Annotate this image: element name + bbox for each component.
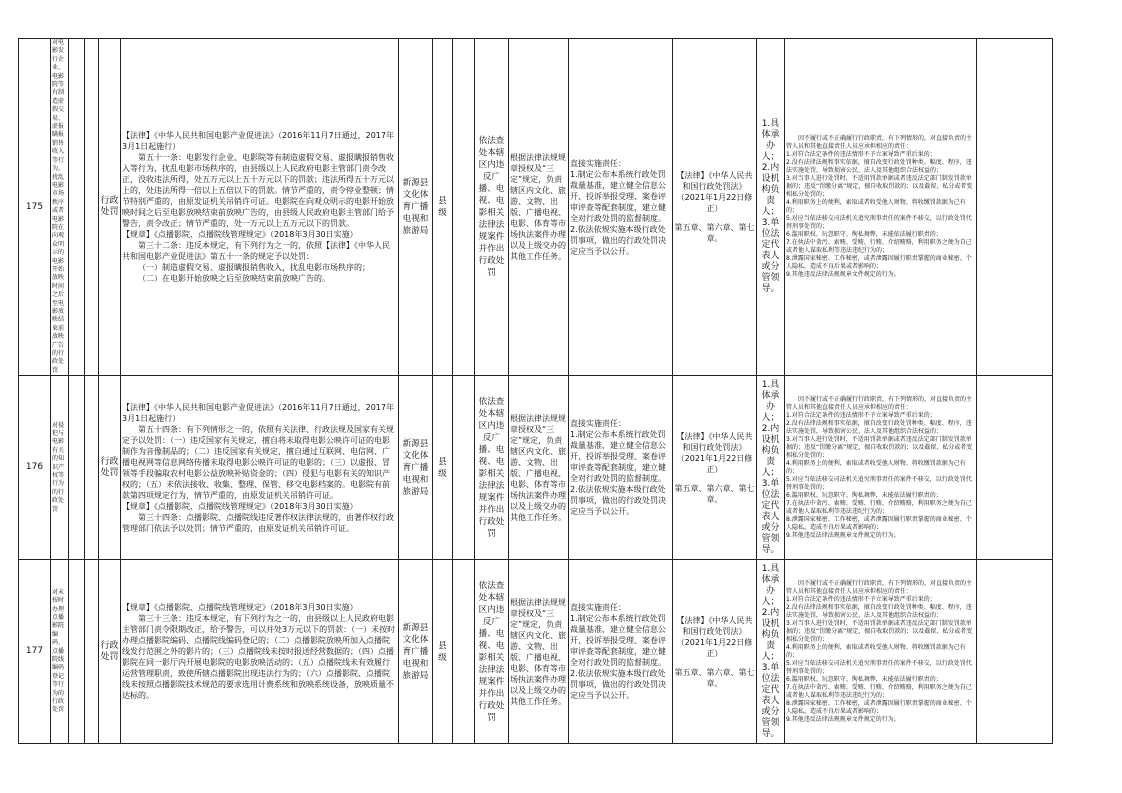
law-chapters: 第五章、第六章、第七章。 (674, 667, 755, 688)
blank-cell (85, 560, 99, 744)
blank-cell (85, 39, 99, 376)
department-cell (399, 39, 433, 376)
level-cell (433, 39, 453, 376)
duties-cell (569, 376, 673, 560)
liability-item: 6.滥用职权、玩忽职守、徇私舞弊，未能依法履行职责的； (786, 675, 942, 683)
blank-cell (977, 39, 1053, 376)
accountable-text: 1.具体承办人；2.内设机构负责人；3.单位法定代表人或分管领导。 (761, 379, 780, 555)
liability-item: 9.其他违反法律法规规章文件规定的行为。 (786, 531, 900, 539)
legal-basis-paragraph: 【规章】《点播影院、点播院线管理规定》（2018年3月30日实施） (122, 603, 358, 613)
liability-item: 2.没有法律法规和事实依据，擅自改变行政处罚种类、幅度、程序，违法实施处罚，导致损害公民、法人及其他组织合法权益的； (786, 603, 972, 619)
blank-cell (453, 560, 475, 744)
item-name-cell (51, 376, 69, 560)
item-name-text: 对侵犯与电影有关的知识产权等行为的行政处罚 (52, 421, 65, 513)
scope-cell (509, 376, 569, 560)
duties-cell (569, 39, 673, 376)
legal-basis-cell (121, 376, 399, 560)
accountable-cell (757, 39, 785, 376)
scope-text: 根据法律法规规章授权及“三定”规定，负责辖区内文化、旅游、文物、出版、广播电视、电影、体育等市场执法案件办理以及上级交办的其他工作任务。 (510, 597, 566, 706)
level-text: 县级 (438, 456, 447, 479)
law-reference: 【法律】《中华人民共和国行政处罚法》（2021年1月22日修正） (676, 431, 753, 474)
table-row (19, 39, 1053, 376)
item-type-text: 行政处罚 (100, 456, 119, 478)
liability-item: 9.其他违反法律法规规章文件规定的行为。 (786, 271, 900, 279)
dept-text: 新源县文化体育广播电视和旅游局 (402, 622, 429, 681)
duty-item: 2.依法依规实施本级行政处罚事项，做出的行政处罚决定应当予以公开。 (570, 669, 666, 701)
liability-item: 4.利用职务上的便利，索取或者收受他人财物、将收缴罚款据为己有的； (786, 199, 966, 215)
liability-item: 1.对符合法定条件的违法情形不予立案导致严重后果的； (786, 151, 936, 159)
legal-basis-paragraph: 第五十一条：电影发行企业、电影院等有制造虚假交易、虚报瞒报销售收入等行为，扰乱电影市场秩序的，由县级以上人民政府电影主管部门责令改正，没收违法所得，处五万元以上五十万元以下的罚款；违法所得五十万元以上的，处违法所得一倍以上五倍以下的罚款。情节严重的，责令停业整顿；情节特别严重的，由原发证机关吊销许可证。电影院在向观众明示的电影开始放映时间之后至电影放映结束前放映广告的，由县级人民政府电影主管部门给予警告，责令改正；情节严重的，处一万元以上五万元以下的罚款。 (122, 153, 394, 229)
subject-cell (475, 376, 509, 560)
item-type-cell (99, 560, 121, 744)
row-number (19, 39, 51, 376)
scope-text: 根据法律法规规章授权及“三定”规定，负责辖区内文化、旅游、文物、出版、广播电视、电影、体育等市场执法案件办理以及上级交办的其他工作任务。 (510, 413, 566, 522)
scope-text: 根据法律法规规章授权及“三定”规定，负责辖区内文化、旅游、文物、出版、广播电视、电影、体育等市场执法案件办理以及上级交办的其他工作任务。 (510, 153, 566, 262)
legal-basis-cell (121, 39, 399, 376)
department-cell (399, 376, 433, 560)
liability-item: 1.对符合法定条件的违法情形不予立案导致严重后果的； (786, 595, 936, 603)
law-chapters: 第五章、第六章、第七章。 (674, 483, 755, 504)
legal-basis-paragraph: （一）制造虚假交易、虚报瞒报销售收入，扰乱电影市场秩序的； (138, 263, 370, 273)
liability-item: 5.对应当依法移交司法机关追究刑事责任的案件不移交，以行政处罚代替刑事处罚的； (786, 475, 972, 491)
accountable-text: 1.具体承办人；2.内设机构负责人；3.单位法定代表人或分管领导。 (761, 563, 780, 739)
duty-item: 2.依法依规实施本级行政处罚事项，做出的行政处罚决定应当予以公开。 (570, 485, 666, 517)
liability-head: 因不履行或不正确履行行政职责，有下列情形的，对直接负责的主管人员和其他直接责任人员应承担相应的责任： (786, 395, 973, 411)
liability-item: 8.泄露国家秘密、工作秘密，或者泄露因履行职责掌握的商业秘密、个人隐私，造成不良后果或者影响的； (786, 255, 972, 271)
duties-title: 直接实施责任： (570, 158, 626, 168)
liability-head: 因不履行或不正确履行行政职责，有下列情形的，对直接负责的主管人员和其他直接责任人员应承担相应的责任： (786, 579, 973, 595)
dept-text: 新源县文化体育广播电视和旅游局 (402, 178, 429, 237)
item-name-text: 对电影发行企业、电影院等有制造虚假交易、虚报瞒报销售收入等行为，扰乱电影市场秩序或者电影院在向观众明示的电影开始放映时间之后至电影放映结束前放映广告的行政处罚 (52, 39, 65, 374)
row-number (19, 560, 51, 744)
blank-cell (453, 376, 475, 560)
blank-cell (69, 376, 85, 560)
blank-cell (453, 39, 475, 376)
row-number (19, 376, 51, 560)
subject-cell (475, 39, 509, 376)
item-name-cell (51, 39, 69, 376)
liability-item: 4.利用职务上的便利，索取或者收受他人财物、将收缴罚款据为己有的； (786, 643, 966, 659)
item-type-text: 行政处罚 (100, 196, 119, 218)
legal-basis-paragraph: （二）在电影开始放映之后至放映结束前放映广告的。 (138, 274, 330, 284)
liability-item: 3.对当事人进行处罚时，不适用罚款单据或者违反法定部门制发罚款单据的；违反“罚缴分离”规定，擅自收取罚款的；以及截留、私分或者变相私分处罚的； (786, 619, 973, 643)
duty-item: 1.制定公布本系统行政处罚裁量基准，建立健全信息公开、投诉举报受理、案卷评审评查等配套制度，建立健全对行政处罚的监督制度。 (570, 430, 666, 484)
law-reference: 【法律】《中华人民共和国行政处罚法》（2021年1月22日修正） (676, 171, 753, 214)
liability-cell (785, 376, 977, 560)
liability-item: 7.在执法中贪污、索贿、受贿、行贿、介绍贿赂，利用职务之便为自己或者他人谋取私利等违法违纪行为的； (786, 499, 972, 515)
duty-item: 1.制定公布本系统行政处罚裁量基准，建立健全信息公开、投诉举报受理、案卷评审评查等配套制度，建立健全对行政处罚的监督制度。 (570, 169, 666, 223)
blank-cell (977, 560, 1053, 744)
liability-item: 3.对当事人进行处罚时，不适用罚款单据或者违反法定部门制发罚款单据的；违反“罚缴分离”规定，擅自收取罚款的；以及截留、私分或者变相私分处罚的； (786, 435, 973, 459)
duties-title: 直接实施责任： (570, 419, 626, 429)
law-reference-cell (673, 376, 757, 560)
level-text: 县级 (438, 640, 447, 663)
table-row (19, 376, 1053, 560)
liability-item: 1.对符合法定条件的违法情形不予立案导致严重后果的； (786, 411, 936, 419)
legal-basis-paragraph: 第三十三条：违反本规定，有下列行为之一的，由县级以上人民政府电影主管部门责令限期改正，给予警告，可以并处3万元以下的罚款：（一）未按时办理点播影院编码、点播院线编码登记的；（二）点播影院放映所加入点播院线发行范围之外的影片的；（三）点播院线未按时报送经营数据的；（四）点播影院在同一影厅内开展电影院的电影放映活动的；（五）点播院线未有效履行运营管理职责，致使所辖点播影院出现违法行为的；（六）点播影院、点播院线未按照点播影院技术规范的要求选用计费系统和放映系统设备，放映质量不达标的。 (122, 614, 396, 701)
liability-cell (785, 560, 977, 744)
liability-item: 4.利用职务上的便利，索取或者收受他人财物、将收缴罚款据为己有的； (786, 459, 966, 475)
liability-item: 7.在执法中贪污、索贿、受贿、行贿、介绍贿赂，利用职务之便为自己或者他人谋取私利等违法违纪行为的； (786, 683, 972, 699)
blank-cell (69, 39, 85, 376)
blank-cell (977, 376, 1053, 560)
duty-item: 1.制定公布本系统行政处罚裁量基准，建立健全信息公开、投诉举报受理、案卷评审评查等配套制度，建立健全对行政处罚的监督制度。 (570, 614, 666, 668)
level-cell (433, 376, 453, 560)
liability-item: 3.对当事人进行处罚时，不适用罚款单据或者违反法定部门制发罚款单据的；违反“罚缴分离”规定，擅自收取罚款的；以及截留、私分或者变相私分处罚的； (786, 175, 973, 199)
legal-basis-paragraph: 第五十四条：有下列情形之一的，依照有关法律、行政法规及国家有关规定予以处罚：（一）违反国家有关规定，擅自将未取得电影公映许可证的电影制作为音像制品的；（二）违反国家有关规定，擅自通过互联网、电信网、广播电视网等信息网络传播未取得电影公映许可证的电影的；（三）以虚报、冒领等手段骗取农村电影公益放映补贴资金的；（四）侵犯与电影有关的知识产权的；（五）未依法接收、收集、整理、保管、移交电影档案的。电影院有前款第四项规定行为，情节严重的，由原发证机关吊销许可证。 (122, 424, 394, 500)
legal-basis-paragraph: 【规章】《点播影院、点播院线管理规定》（2018年3月30日实施） (122, 501, 358, 511)
law-reference-cell (673, 39, 757, 376)
duties-title: 直接实施责任： (570, 603, 626, 613)
subject-text: 依法查处本辖区内违反广播、电视、电影相关法律法规案件并作出行政处罚 (478, 396, 505, 539)
blank-cell (69, 560, 85, 744)
liability-item: 2.没有法律法规和事实依据，擅自改变行政处罚种类、幅度、程序，违法实施处罚，导致损害公民、法人及其他组织合法权益的； (786, 419, 972, 435)
item-name-cell (51, 560, 69, 744)
legal-basis-paragraph: 【法律】《中华人民共和国电影产业促进法》（2016年11月7日通过，2017年3月1日起施行） (122, 402, 394, 423)
level-cell (433, 560, 453, 744)
liability-cell (785, 39, 977, 376)
item-type-cell (99, 376, 121, 560)
duties-cell (569, 560, 673, 744)
liability-item: 2.没有法律法规和事实依据，擅自改变行政处罚种类、幅度、程序，违法实施处罚，导致损害公民、法人及其他组织合法权益的； (786, 159, 972, 175)
liability-item: 8.泄露国家秘密、工作秘密，或者泄露因履行职责掌握的商业秘密、个人隐私，造成不良后果或者影响的； (786, 515, 972, 531)
duty-item: 2.依法依规实施本级行政处罚事项，做出的行政处罚决定应当予以公开。 (570, 224, 666, 256)
item-type-text: 行政处罚 (100, 640, 119, 662)
blank-cell (85, 376, 99, 560)
liability-item: 5.对应当依法移交司法机关追究刑事责任的案件不移交，以行政处罚代替刑事处罚的； (786, 659, 972, 675)
scope-cell (509, 560, 569, 744)
subject-text: 依法查处本辖区内违反广播、电视、电影相关法律法规案件并作出行政处罚 (478, 136, 505, 279)
liability-item: 6.滥用职权、玩忽职守、徇私舞弊，未能依法履行职责的； (786, 491, 942, 499)
accountable-cell (757, 376, 785, 560)
liability-item: 8.泄露国家秘密、工作秘密，或者泄露因履行职责掌握的商业秘密、个人隐私，造成不良后果或者影响的； (786, 699, 972, 715)
liability-item: 5.对应当依法移交司法机关追究刑事责任的案件不移交，以行政处罚代替刑事处罚的； (786, 215, 972, 231)
legal-basis-paragraph: 【规章】《点播影院、点播院线管理规定》（2018年3月30日实施） (122, 230, 358, 240)
legal-basis-cell (121, 560, 399, 744)
table-row (19, 560, 1053, 744)
row-number-text: 176 (25, 462, 44, 473)
liability-item: 9.其他违反法律法规规章文件规定的行为。 (786, 715, 900, 723)
item-type-cell (99, 39, 121, 376)
accountable-text: 1.具体承办人；2.内设机构负责人；3.单位法定代表人或分管领导。 (761, 119, 780, 295)
level-text: 县级 (438, 196, 447, 219)
dept-text: 新源县文化体育广播电视和旅游局 (402, 438, 429, 497)
penalty-matrix-table (18, 38, 1053, 744)
department-cell (399, 560, 433, 744)
row-number-text: 175 (25, 201, 44, 212)
legal-basis-paragraph: 第三十四条：点播影院、点播院线违反著作权法律法规的，由著作权行政管理部门依法予以处罚；情节严重的，由原发证机关吊销许可证。 (122, 512, 394, 533)
liability-item: 6.滥用职权、玩忽职守、徇私舞弊，未能依法履行职责的； (786, 231, 942, 239)
item-name-text: 对未按时办理点播影院编码、点播院线编码登记等行为的行政处罚 (52, 588, 65, 714)
legal-basis-paragraph: 【法律】《中华人民共和国电影产业促进法》（2016年11月7日通过，2017年3月1日起施行） (122, 131, 394, 152)
scope-cell (509, 39, 569, 376)
row-number-text: 177 (25, 646, 44, 657)
subject-cell (475, 560, 509, 744)
subject-text: 依法查处本辖区内违反广播、电视、电影相关法律法规案件并作出行政处罚 (478, 580, 505, 723)
law-chapters: 第五章、第六章、第七章。 (674, 223, 755, 244)
liability-head: 因不履行或不正确履行行政职责，有下列情形的，对直接负责的主管人员和其他直接责任人员应承担相应的责任： (786, 135, 973, 151)
law-reference-cell (673, 560, 757, 744)
law-reference: 【法律】《中华人民共和国行政处罚法》（2021年1月22日修正） (676, 615, 753, 658)
legal-basis-paragraph: 第三十二条：违反本规定，有下列行为之一的，依照【法律】《中华人民共和国电影产业促进法》第五十一条的规定予以处罚： (122, 241, 390, 262)
accountable-cell (757, 560, 785, 744)
liability-item: 7.在执法中贪污、索贿、受贿、行贿、介绍贿赂，利用职务之便为自己或者他人谋取私利等违法违纪行为的； (786, 239, 972, 255)
